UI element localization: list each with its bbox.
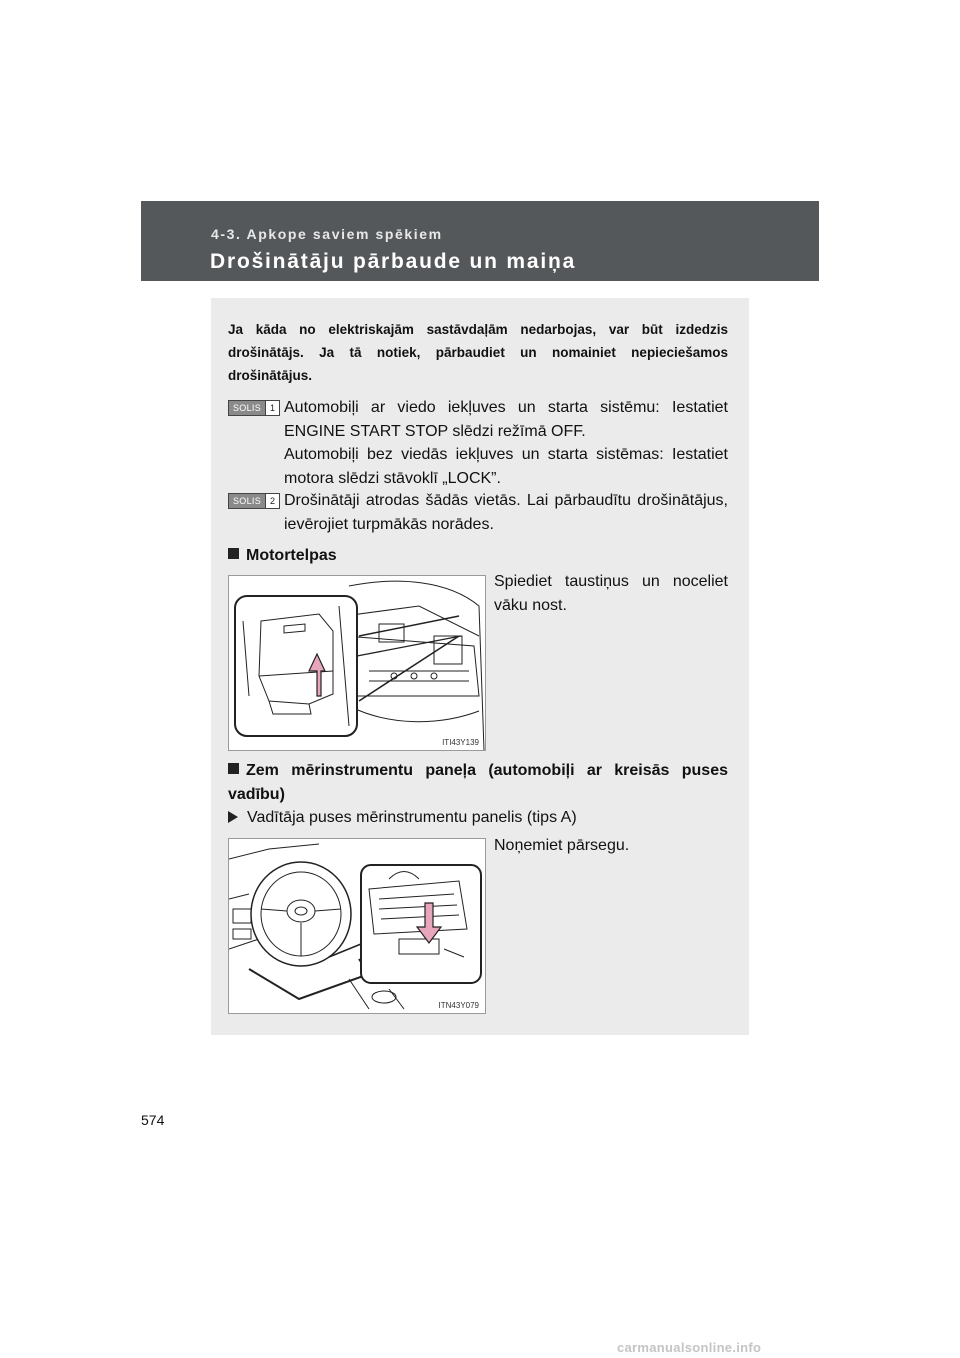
step-badge-word: SOLIS: [229, 494, 265, 508]
page-title: Drošinātāju pārbaude un maiņa: [210, 250, 577, 273]
step-badge-number: 1: [265, 401, 279, 415]
section-heading-text: Motortelpas: [246, 547, 337, 564]
watermark: carmanualsonline.info: [617, 1340, 762, 1355]
section-label: 4-3. Apkope saviem spēkiem: [211, 226, 443, 242]
step-badge: [228, 493, 280, 509]
section-heading-dashboard: [228, 759, 728, 806]
figure-code: ITN43Y079: [438, 1001, 479, 1010]
sub-item-panel-type-a: [228, 806, 577, 830]
dashboard-figure: [228, 838, 486, 1014]
dashboard-illustration: [229, 839, 485, 1013]
square-bullet-icon: [228, 763, 239, 774]
intro-paragraph: Ja kāda no elektriskajām sastāvdaļām nedarbojas, var būt izdedzis drošinātājs. Ja tā notiek, pārbaudiet un nomainiet nepieciešamos drošinātājus.: [228, 322, 728, 383]
triangle-bullet-icon: [228, 811, 238, 823]
section-heading-text: Zem mērinstrumentu paneļa (automobiļi ar kreisās puses vadību): [228, 762, 728, 803]
page-number: 574: [141, 1112, 165, 1128]
engine-bay-illustration: [229, 576, 485, 750]
engine-instruction: Spiediet taustiņus un noceliet vāku nost.: [494, 573, 728, 614]
step-2: [228, 489, 728, 539]
sub-item-text: Vadītāja puses mērinstrumentu panelis (tips A): [247, 809, 577, 826]
step-2-text: Drošinātāji atrodas šādās vietās. Lai pārbaudītu drošinātājus, ievērojiet turpmākās norādes.: [284, 492, 728, 533]
section-heading-engine: [228, 544, 337, 568]
step-1-text: Automobiļi ar viedo iekļuves un starta sistēmu: Iestatiet ENGINE START STOP slēdzi režīmā OFF.: [284, 399, 728, 440]
dashboard-instruction: Noņemiet pārsegu.: [494, 837, 630, 854]
step-badge: [228, 400, 280, 416]
step-badge-number: 2: [265, 494, 279, 508]
step-1-text-2: Automobiļi bez viedās iekļuves un starta sistēmas: Iestatiet motora slēdzi stāvoklī „LOCK”.: [284, 446, 728, 487]
figure-code: ITI43Y139: [442, 738, 479, 747]
engine-bay-figure: [228, 575, 486, 751]
step-badge-word: SOLIS: [229, 401, 265, 415]
step-1: [228, 396, 728, 496]
square-bullet-icon: [228, 548, 239, 559]
